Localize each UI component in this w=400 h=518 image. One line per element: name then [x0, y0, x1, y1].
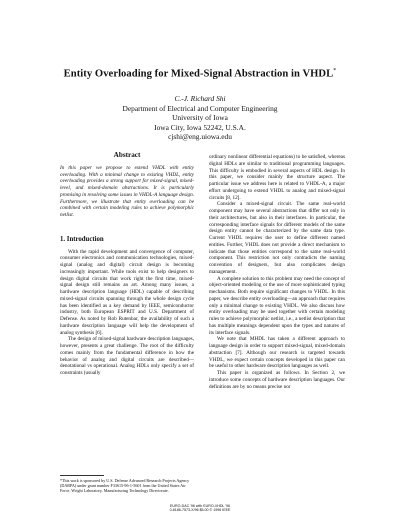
- paper-title: [0, 68, 400, 80]
- title-footnote-mark: *: [333, 68, 337, 74]
- title-text: Entity Overloading for Mixed-Signal Abstraction in VHDL: [63, 68, 334, 80]
- right-paragraph-1: ordinary nonlinear differential equations) to be satisfied, whereas digital HDLs are similar to traditional programming languages. This difficulty is embodied in several aspects of HDL design. In this paper, we consider mainly the structure aspect. The particular issue we address here is related to VHDL-A, a major effort undergoing to extend VHDL to analog and mixed-signal circuits [8, 12].: [209, 154, 345, 201]
- abstract-heading: Abstract: [113, 151, 141, 159]
- author-department: Department of Electrical and Computer Engineering: [122, 103, 278, 113]
- right-paragraph-4: We note that MHDL has taken a different approach to language design in order to support mixed-signal, mixed-domain abstraction [7]. Although our research is targeted towards VHDL, we expect certain concepts developed in this paper can be useful to other hardware description languages as well.: [209, 336, 345, 370]
- footnote-mark: *: [60, 478, 63, 483]
- author-email: cjshi@eng.uiowa.edu: [168, 132, 232, 142]
- right-paragraph-3: A complete solution to this problem may need the concept of object-oriented modeling or the use of more sophisticated typing mechanisms. Both require significant changes to VHDL. In this paper, we describe entity overloading—an approach that requires only a minimal change to existing VHDL. We also discuss how entity overloading may be used together with certain modeling rules to achieve polymorphic netlist, i.e., a netlist description that has multiple meanings dependent upon the types and natures of its interface signals.: [209, 275, 345, 336]
- copyright-line: 0-8186-7573-X/96 $5.00 © 1996 IEEE: [169, 508, 231, 513]
- intro-paragraph-1: With the rapid development and convergence of computer, consumer electronics and communication technologies, mixed-signal (analog and digital) circuit design is becoming increasingly important. While tools exist to help designers to design digital circuits that work right the first time, mixed-signal design still remains an art. Among many issues, a hardware description language (HDL) capable of describing mixed-signal circuits spanning through the whole design cycle has been identified as a key demand by IEEE, semiconductor industry, both European ESPRIT and U.S. Department of Defense. As noted by Rob Rutenbar, the availability of such a hardware description language will help the development of analog synthesis [6].: [60, 248, 194, 336]
- footnote-rule: [60, 475, 104, 476]
- footnote-text: This work is sponsored by U.S. Defense Advanced Research Projects Agency (DARPA) under grant number F33615-96-1-5601 from the United States Air Force, Wright Laboratory, Manufacturing Technology Directorate.: [60, 478, 190, 494]
- intro-paragraph-2: The design of mixed-signal hardware description languages, however, presents a great challenge. The root of the difficulty comes mainly from the fundamental difference in how the behavior of analog and digital circuits are described—denotational vs operational. Analog HDLs only specify a set of constraints (usually: [60, 336, 194, 376]
- author-university: University of Iowa: [172, 113, 228, 123]
- right-column: [209, 154, 345, 390]
- section-heading-introduction: 1. Introduction: [60, 235, 104, 243]
- conference-footer: [0, 504, 400, 513]
- conference-name: EURO-DAC '96 with EURO-VHDL '96: [170, 504, 230, 508]
- left-column: [60, 152, 194, 377]
- author-city: Iowa City, Iowa 52242, U.S.A.: [154, 122, 246, 132]
- footnote: [60, 475, 194, 493]
- abstract-text: In this paper we propose to extend VHDL with entity overloading. With a minimal change to existing VHDL, entity overloading provides a strong support for mixed-signal, mixed-level, and mixed-domain abstractions. It is particularly promising in resolving some issues in VHDL-A language design. Furthermore, we illustrate that entity overloading can be combined with certain modeling rules to achieve polymorphic netlist.: [60, 164, 194, 218]
- author-name: C.-J. Richard Shi: [174, 94, 226, 103]
- right-paragraph-5: This paper is organized as follows. In Section 2, we introduce some concepts of hardware description languages. Our definitions are by no means precise nor: [209, 370, 345, 390]
- author-block: [0, 94, 400, 142]
- right-paragraph-2: Consider a mixed-signal circuit. The same real-world component may have several abstractions that differ not only in their architectures, but also in their interfaces. In particular, the corresponding interface signals for different models of the same design entity cannot be characterized by the same data type. Current VHDL requires the user to define different named entities. Further, VHDL does not provide a direct mechanism to indicate that those entities correspond to the same real-world component. This restriction not only contradicts the naming convention of designers, but also complicates design management.: [209, 201, 345, 275]
